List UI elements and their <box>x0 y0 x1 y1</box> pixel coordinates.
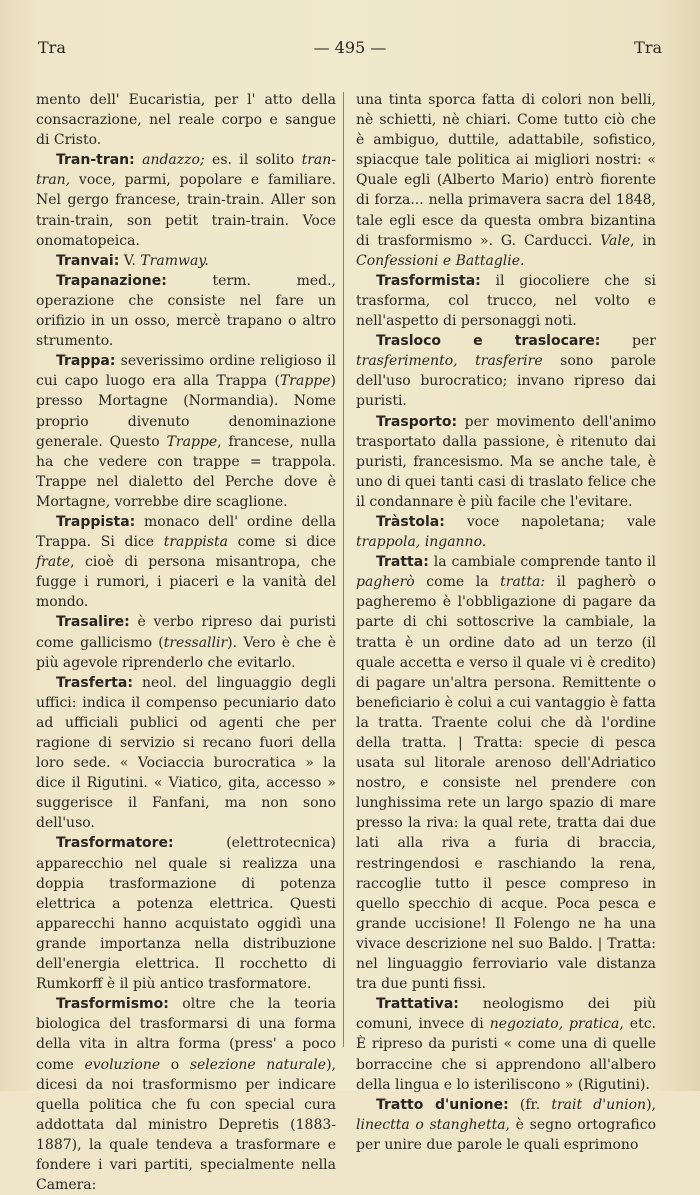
header-right-word: Tra <box>634 38 662 57</box>
entry-italic: trasferimento, trasferire <box>356 353 543 370</box>
headword: Trasloco e traslocare: <box>376 333 601 350</box>
dictionary-entry <box>356 90 656 271</box>
entry-italic: Confessioni e Battaglie. <box>356 252 525 269</box>
dictionary-entry <box>36 90 336 150</box>
dictionary-entry <box>36 512 336 612</box>
headword: Trasformista: <box>376 272 481 289</box>
entry-text: il giocoliere che si trasforma, col trucco, nel volto e nell'aspetto di personaggi noti. <box>356 272 656 330</box>
headword: Tratta: <box>376 554 429 571</box>
headword: Trattativa: <box>376 996 459 1013</box>
headword: Tranvai: <box>56 252 120 269</box>
entry-text: la cambiale comprende tanto il <box>428 554 656 571</box>
entry-text: ) presso Mortagne (Normandia). Nome proprio divenuto denominazione generale. Questo <box>36 373 336 450</box>
dictionary-entry <box>356 994 656 1094</box>
entry-italic: Tramway. <box>140 252 209 269</box>
entry-italic: linectta o stanghetta <box>356 1116 506 1133</box>
entry-text: es. il solito <box>204 152 302 169</box>
entry-italic: Trappe <box>279 373 331 390</box>
entry-text: , in <box>630 232 656 249</box>
entry-italic: tressallir <box>163 634 228 651</box>
dictionary-entry <box>356 1095 656 1155</box>
entry-text: , è segno ortografico per unire due parole le quali esprimono <box>356 1116 657 1153</box>
entry-text: il pagherò o pagheremo è l'obbligazione di pagare da parte di chi sottoscrive la cambiale, la tratta è un ordine dato ad un terzo (il quale accetta e verso il quale vi è credito) di pagare un'altra persona. Remittente o beneficiario è colui a cui vantaggio è fatta la tratta. Traente colui che dà l'ordine della tratta. | Tratta: specie di pesca usata sul litorale arenoso dell'Adriatico nostro, e consiste nel prendere con lunghissima rete un largo spazio di mare presso la riva: la qual rete, tratta dai due lati alla riva a furia di braccia, restringendosi e raschiando la rena, raccoglie tutto il pesce compreso in quello specchio di acque. Poca pesca e grande uccisione! Il Folengo ne ha una vivace descrizione nel suo Baldo. | Tratta: nel linguaggio ferroviario vale distanza tra due punti fissi. <box>356 574 656 993</box>
column-divider <box>343 92 344 1047</box>
dictionary-entry <box>356 331 656 411</box>
headword: Trapanazione: <box>56 272 167 289</box>
entry-text: ), dicesi da noi trasformismo per indicare quella politica che fu con special cura addottata dal ministro Depretis (1883-1887), la quale tendeva a trasformare e fondere i vari partiti, specialmente nella Camera: <box>36 1056 336 1194</box>
dictionary-entry <box>36 673 336 834</box>
headword: Trasformatore: <box>56 835 174 852</box>
entry-text: , etc. È ripreso da puristi « come una di quelle borraccine che si apprendono all'albero della lingua e lo isteriliscono » (Rigutini). <box>356 1016 656 1093</box>
entry-text: oltre che la teoria biologica del trasformarsi di una forma della vita in altra forma (press' a poco come <box>36 996 336 1073</box>
header-left-word: Tra <box>38 38 66 57</box>
dictionary-entry <box>36 351 336 512</box>
dictionary-entry <box>36 271 336 351</box>
entry-text: sono parole dell'uso burocratico; invano ripreso dai puristi. <box>356 353 657 410</box>
entry-italic: pagherò <box>356 574 415 591</box>
right-column <box>356 90 656 1155</box>
page-number: — 495 — <box>313 38 387 57</box>
entry-italic: Vale <box>600 232 631 249</box>
headword: Tràstola: <box>376 513 445 530</box>
entry-text: è verbo ripreso dai puristi come gallicismo ( <box>36 614 336 651</box>
headword: Trasporto: <box>376 413 458 430</box>
dictionary-entry <box>36 150 336 250</box>
entry-italic: selezione naturale <box>189 1056 327 1073</box>
dictionary-entry <box>356 271 656 331</box>
entry-text: term. med., operazione che consiste nel fare un orifizio in un osso, mercè trapano o altro strumento. <box>36 272 336 350</box>
entry-italic: frate <box>36 554 71 571</box>
headword: Trasformismo: <box>56 996 169 1013</box>
headword: Trappa: <box>56 353 116 370</box>
entry-text: come si dice <box>227 534 336 551</box>
dictionary-entry <box>356 512 656 552</box>
dictionary-entry <box>36 612 336 672</box>
entry-italic: Trappe <box>166 433 218 450</box>
entry-text: neologismo dei più comuni, invece di <box>356 996 656 1033</box>
entry-text: per movimento dell'animo trasportato dalla passione, è ritenuto dai puristi, francesismo. Ma se anche tale, è uno di quei tanti casi di traslato felice che il condannare è più facile che l'evitare. <box>356 413 656 510</box>
entry-italic: andazzo; <box>142 152 205 169</box>
dictionary-entry <box>36 833 336 994</box>
entry-text: per <box>600 333 656 350</box>
headword: Trasferta: <box>56 674 133 691</box>
dictionary-entry <box>36 251 336 271</box>
entry-text: come la <box>414 574 501 591</box>
entry-text: , francese, nulla ha che vedere con trappe = trappola. Trappe nel dialetto del Perche dove è Mortagne, vorrebbe dire scaglione. <box>36 433 336 510</box>
entry-italic: trait d'union <box>551 1096 647 1113</box>
entry-text: una tinta sporca fatta di colori non belli, nè schietti, nè chiari. Come tutto ciò che è ambiguo, duttile, adattabile, sofistico, spiacque tale politica ai migliori nostri: « Quale egli (Alberto Mario) entrò fiorente di forza... nella primavera sacra del 1848, tale egli esce da questa ombra bizantina di trasformismo ». G. Carducci. <box>356 92 656 249</box>
running-header <box>38 38 662 60</box>
entry-text: (fr. <box>508 1096 552 1113</box>
entry-text: neol. del linguaggio degli uffici: indica il compenso pecuniario dato ad ufficiali publici od agenti che per ragione di servizio si recano fuori della loro sede. « Vociaccia burocratica » la dice il Rigutini. « Viatico, gita, accesso » suggerisce il Fanfani, ma non sono dell'uso. <box>36 674 336 832</box>
entry-text: V. <box>119 252 141 269</box>
headword: Tratto d'unione: <box>376 1096 509 1113</box>
entry-text: , cioè di persona misantropa, che fugge i rumori, i piaceri e la vanità del mondo. <box>36 554 336 611</box>
headword: Trasalire: <box>56 614 130 631</box>
entry-text: voce, parmi, popolare e familiare. Nel gergo francese, train-train. Aller son train-train, son petit train-train. Voce onomatopeica. <box>36 172 336 249</box>
entry-text: ), <box>646 1096 656 1113</box>
entry-italic: negoziato, pratica <box>489 1016 620 1033</box>
entry-italic: evoluzione <box>84 1056 161 1073</box>
dictionary-entry <box>36 994 336 1195</box>
entry-text: mento dell' Eucaristia, per l' atto della consacrazione, nel reale corpo e sangue di Cristo. <box>36 92 336 149</box>
headword: Tran-tran: <box>56 152 135 169</box>
entry-text: ). Vero è che è più agevole riprenderlo che evitarlo. <box>36 634 336 671</box>
entry-text: severissimo ordine religioso il cui capo luogo era alla Trappa ( <box>36 353 336 390</box>
dictionary-entry <box>356 412 656 512</box>
entry-italic: trappola, inganno. <box>356 534 487 551</box>
entry-italic: tratta: <box>500 574 546 591</box>
entry-text: monaco dell' ordine della Trappa. Si dice <box>36 513 336 551</box>
headword: Trappista: <box>56 513 136 530</box>
entry-italic: tran-tran, <box>36 152 336 189</box>
entry-text <box>135 152 142 168</box>
entry-italic: trappista <box>163 534 228 551</box>
left-column <box>36 90 336 1195</box>
entry-text: (elettrotecnica) apparecchio nel quale si realizza una doppia trasformazione di potenza elettrica a potenza elettrica. Questi apparecchi hanno acquistato oggidì una grande importanza nella distribuzione dell'energia elettrica. Il rocchetto di Rumkorff è il più antico trasformatore. <box>36 835 336 993</box>
dictionary-entry <box>356 552 656 994</box>
entry-text: voce napoletana; vale <box>444 513 656 530</box>
entry-text: o <box>160 1056 190 1073</box>
